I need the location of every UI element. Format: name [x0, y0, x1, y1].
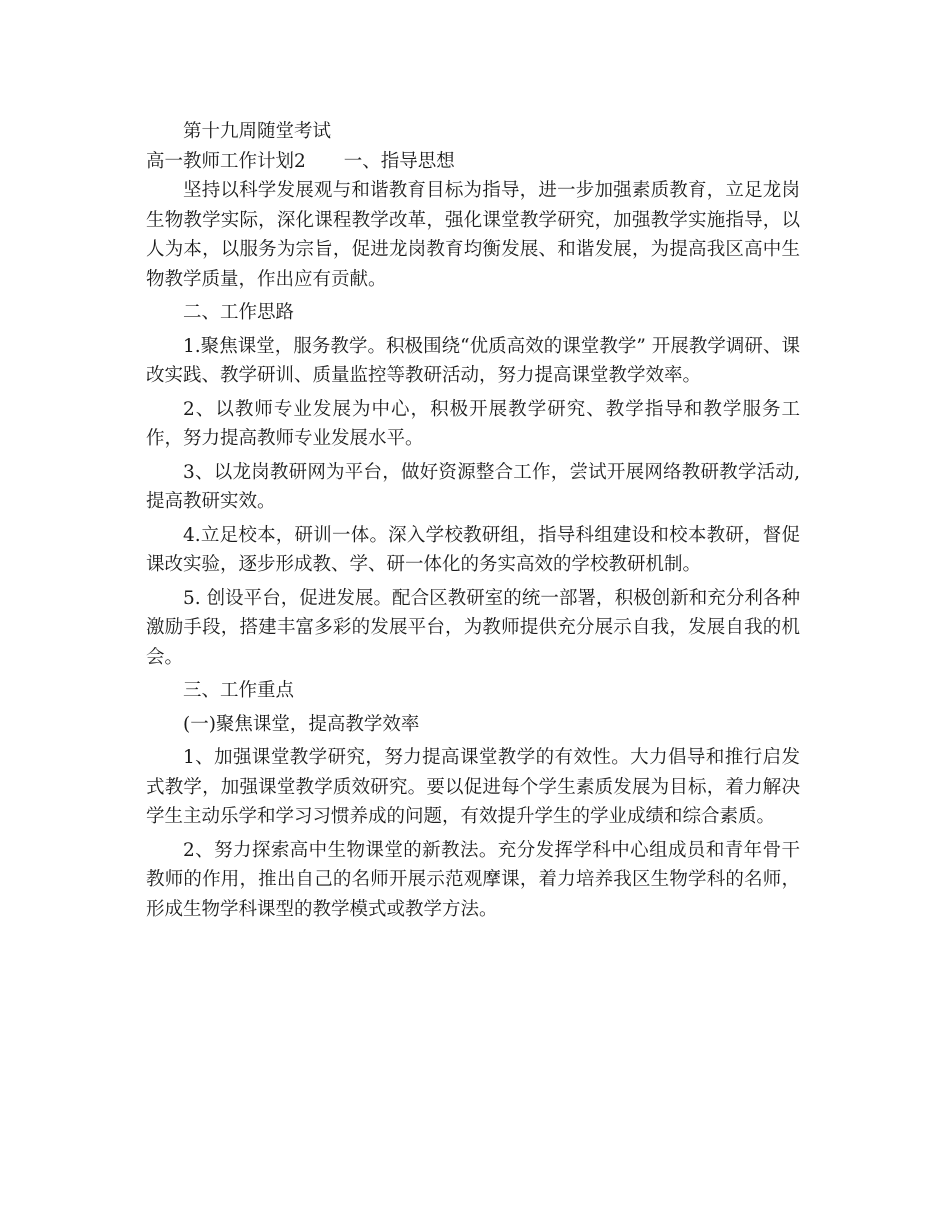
section3-item: 2、努力探索高中生物课堂的新教法。充分发挥学科中心组成员和青年骨干教师的作用，推出自己的名师开展示范观摩课，着力培养我区生物学科的名师，形成生物学科课型的教学模式或教学方法。: [146, 839, 800, 920]
document-title: 高一教师工作计划2: [146, 150, 306, 172]
header-line: 第十九周随堂考试: [183, 121, 332, 142]
section2-item: 2、以教师专业发展为中心，积极开展教学研究、教学指导和教学服务工作，努力提高教师专业发展水平。: [146, 398, 800, 449]
section2-item: 3、以龙岗教研网为平台，做好资源整合工作，尝试开展网络教研教学活动,提高教研实效。: [146, 461, 800, 512]
section2-item: 1.聚焦课堂，服务教学。积极围绕“优质高效的课堂教学” 开展教学调研、课改实践、教学研训、质量监控等教研活动，努力提高课堂教学效率。: [146, 335, 800, 386]
section1-heading: 一、指导思想: [343, 150, 455, 172]
section3-item: 1、加强课堂教学研究，努力提高课堂教学的有效性。大力倡导和推行启发式教学，加强课堂教学质效研究。要以促进每个学生素质发展为目标，着力解决学生主动乐学和学习习惯养成的问题，有效提升学生的学业成绩和综合素质。: [146, 747, 800, 827]
section3-subheading: (一)聚焦课堂，提高教学效率: [183, 713, 420, 735]
section3-heading: 三、工作重点: [183, 680, 295, 701]
title-row: [146, 147, 800, 177]
section1-paragraph: 坚持以科学发展观与和谐教育目标为指导，进一步加强素质教育，立足龙岗生物教学实际，深化课程教学改革，强化课堂教学研究，加强教学实施指导，以人为本，以服务为宗旨，促进龙岗教育均衡发展、和谐发展，为提高我区高中生物教学质量，作出应有贡献。: [146, 180, 800, 290]
section2-item: 4.立足校本，研训一体。深入学校教研组，指导科组建设和校本教研，督促课改实验，逐步形成教、学、研一体化的务实高效的学校教研机制。: [146, 524, 800, 575]
section2-item: 5. 创设平台，促进发展。配合区教研室的统一部署，积极创新和充分利各种激励手段，搭建丰富多彩的发展平台，为教师提供充分展示自我，发展自我的机会。: [146, 587, 800, 668]
section2-heading: 二、工作思路: [183, 302, 295, 323]
document-body: [146, 117, 800, 924]
